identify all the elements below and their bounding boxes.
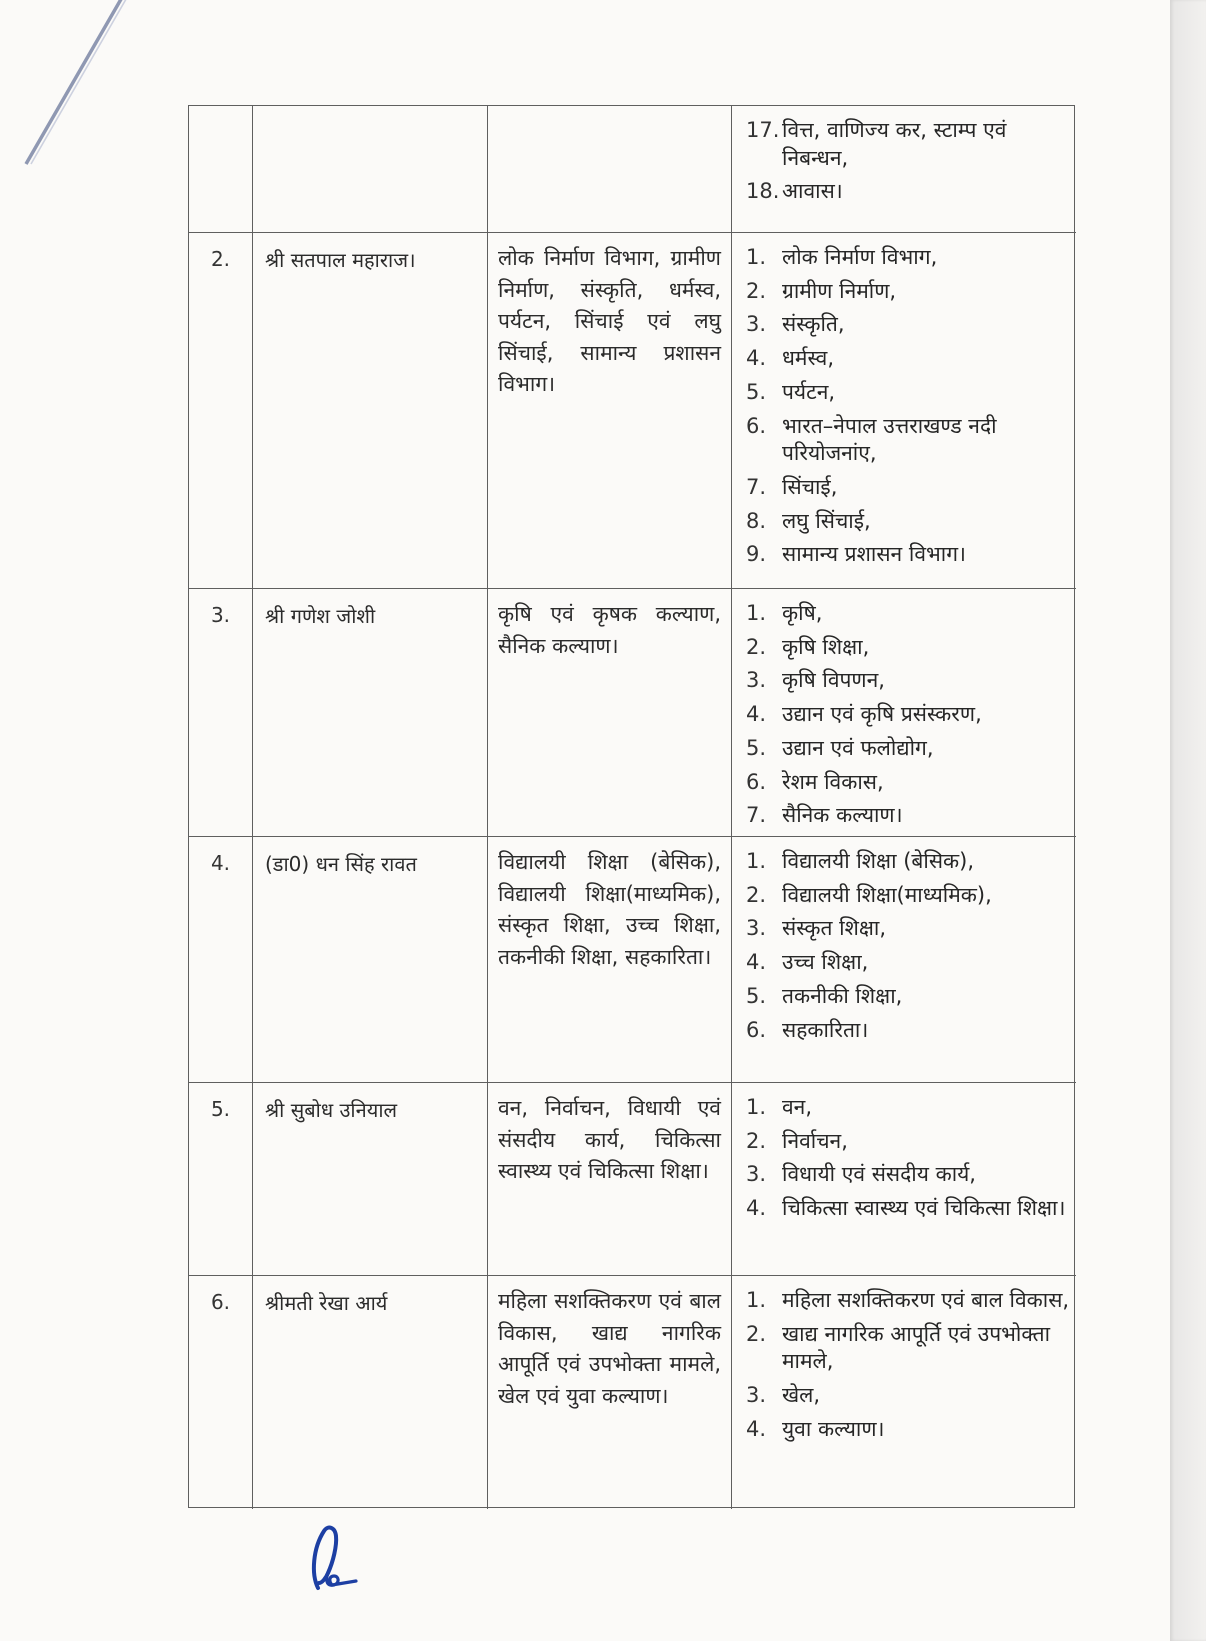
item-number: 1. bbox=[746, 1095, 767, 1119]
item-text: महिला सशक्तिकरण एवं बाल विकास, bbox=[782, 1288, 1070, 1312]
item-text: सिंचाई, bbox=[782, 475, 838, 500]
item-text: विद्यालयी शिक्षा (बेसिक), bbox=[782, 849, 975, 873]
list-item bbox=[746, 802, 1072, 830]
item-text: खेल, bbox=[782, 1383, 821, 1408]
item-number: 6. bbox=[746, 413, 767, 438]
item-number: 2. bbox=[746, 634, 767, 659]
item-text: भारत–नेपाल उत्तराखण्ड नदी परियोजनांए, bbox=[782, 413, 997, 466]
list-item bbox=[746, 882, 1072, 910]
item-number: 5. bbox=[746, 379, 767, 404]
list-item bbox=[746, 178, 1072, 206]
item-number: 4. bbox=[746, 346, 767, 371]
serial-cell bbox=[189, 106, 253, 233]
departments-summary-cell: विद्यालयी शिक्षा (बेसिक), विद्यालयी शिक्षा(माध्यमिक), संस्कृत शिक्षा, उच्च शिक्षा, तकनीकी शिक्षा, सहकारिता। bbox=[488, 837, 732, 1083]
item-number: 3. bbox=[746, 1383, 767, 1408]
serial-cell: 6. bbox=[189, 1276, 253, 1509]
item-text: तकनीकी शिक्षा, bbox=[782, 983, 903, 1008]
item-text: विद्यालयी शिक्षा(माध्यमिक), bbox=[782, 882, 992, 907]
item-number: 3. bbox=[746, 916, 767, 941]
list-item bbox=[746, 413, 1072, 468]
departments-summary-cell: महिला सशक्तिकरण एवं बाल विकास, खाद्य नागरिक आपूर्ति एवं उपभोक्ता मामले, खेल एवं युवा कल्याण। bbox=[488, 1276, 732, 1509]
item-number: 3. bbox=[746, 312, 767, 337]
item-text: आवास। bbox=[782, 179, 843, 204]
item-number: 4. bbox=[746, 950, 767, 975]
item-number: 5. bbox=[746, 735, 767, 760]
item-number: 3. bbox=[746, 1162, 767, 1187]
minister-name-cell: श्री सुबोध उनियाल bbox=[253, 1083, 488, 1276]
list-item bbox=[746, 1195, 1072, 1223]
department-list-cell bbox=[732, 1083, 1076, 1276]
item-number: 9. bbox=[746, 542, 767, 567]
departments-summary-cell bbox=[488, 106, 732, 233]
item-text: लघु सिंचाई, bbox=[782, 508, 871, 533]
list-item bbox=[746, 735, 1072, 763]
departments-summary-cell: लोक निर्माण विभाग, ग्रामीण निर्माण, संस्कृति, धर्मस्व, पर्यटन, सिंचाई एवं लघु सिंचाई, सामान्य प्रशासन विभाग। bbox=[488, 233, 732, 589]
item-text: युवा कल्याण। bbox=[782, 1416, 885, 1441]
list-item bbox=[746, 634, 1072, 662]
item-text: निर्वाचन, bbox=[782, 1128, 848, 1153]
item-number: 4. bbox=[746, 1196, 767, 1221]
item-text: सैनिक कल्याण। bbox=[782, 803, 903, 828]
item-text: संस्कृत शिक्षा, bbox=[782, 916, 887, 941]
list-item bbox=[746, 769, 1072, 797]
item-number: 3. bbox=[746, 668, 767, 693]
list-item bbox=[746, 1017, 1072, 1045]
item-text: लोक निर्माण विभाग, bbox=[782, 245, 938, 269]
department-list-cell bbox=[732, 106, 1076, 233]
item-text: खाद्य नागरिक आपूर्ति एवं उपभोक्ता मामले, bbox=[782, 1321, 1051, 1374]
item-number: 2. bbox=[746, 1321, 767, 1346]
list-item bbox=[746, 1382, 1072, 1410]
list-item bbox=[746, 1094, 1072, 1122]
scan-edge-shadow bbox=[1170, 0, 1206, 1641]
item-number: 6. bbox=[746, 1017, 767, 1042]
list-item bbox=[746, 1287, 1072, 1315]
item-number: 1. bbox=[746, 245, 767, 269]
item-number: 4. bbox=[746, 702, 767, 727]
serial-cell: 2. bbox=[189, 233, 253, 589]
item-number: 17. bbox=[746, 118, 780, 142]
list-item bbox=[746, 1321, 1072, 1376]
list-item bbox=[746, 117, 1072, 172]
item-text: कृषि विपणन, bbox=[782, 668, 885, 693]
serial-cell: 3. bbox=[189, 589, 253, 837]
list-item bbox=[746, 949, 1072, 977]
item-text: उद्यान एवं कृषि प्रसंस्करण, bbox=[782, 702, 982, 727]
item-text: उच्च शिक्षा, bbox=[782, 950, 869, 975]
ministers-portfolio-table bbox=[188, 105, 1075, 1508]
list-item bbox=[746, 1128, 1072, 1156]
item-number: 2. bbox=[746, 278, 767, 303]
list-item bbox=[746, 701, 1072, 729]
item-text: ग्रामीण निर्माण, bbox=[782, 278, 897, 303]
serial-cell: 5. bbox=[189, 1083, 253, 1276]
list-item bbox=[746, 379, 1072, 407]
page-fold-line bbox=[0, 0, 150, 175]
item-number: 7. bbox=[746, 475, 767, 500]
item-number: 1. bbox=[746, 849, 767, 873]
list-item bbox=[746, 848, 1072, 876]
item-text: चिकित्सा स्वास्थ्य एवं चिकित्सा शिक्षा। bbox=[782, 1196, 1066, 1221]
department-list-cell bbox=[732, 589, 1076, 837]
item-number: 1. bbox=[746, 1288, 767, 1312]
item-text: पर्यटन, bbox=[782, 379, 836, 404]
item-text: उद्यान एवं फलोद्योग, bbox=[782, 735, 934, 760]
minister-name-cell bbox=[253, 106, 488, 233]
list-item bbox=[746, 474, 1072, 502]
item-text: संस्कृति, bbox=[782, 312, 845, 337]
minister-name-cell: (डा0) धन सिंह रावत bbox=[253, 837, 488, 1083]
item-text: सहकारिता। bbox=[782, 1017, 869, 1042]
departments-summary-cell: कृषि एवं कृषक कल्याण, सैनिक कल्याण। bbox=[488, 589, 732, 837]
list-item bbox=[746, 915, 1072, 943]
item-text: सामान्य प्रशासन विभाग। bbox=[782, 542, 966, 567]
list-item bbox=[746, 278, 1072, 306]
item-text: धर्मस्व, bbox=[782, 346, 834, 371]
minister-name-cell: श्री सतपाल महाराज। bbox=[253, 233, 488, 589]
list-item bbox=[746, 345, 1072, 373]
list-item bbox=[746, 244, 1072, 272]
item-number: 2. bbox=[746, 1128, 767, 1153]
item-text: कृषि, bbox=[782, 601, 823, 625]
signature-mark bbox=[298, 1518, 370, 1596]
list-item bbox=[746, 541, 1072, 569]
item-number: 18. bbox=[746, 179, 780, 204]
item-number: 1. bbox=[746, 601, 767, 625]
minister-name-cell: श्री गणेश जोशी bbox=[253, 589, 488, 837]
item-number: 4. bbox=[746, 1416, 767, 1441]
list-item bbox=[746, 600, 1072, 628]
item-text: विधायी एवं संसदीय कार्य, bbox=[782, 1162, 976, 1187]
item-number: 6. bbox=[746, 769, 767, 794]
item-number: 7. bbox=[746, 803, 767, 828]
list-item bbox=[746, 311, 1072, 339]
department-list-cell bbox=[732, 233, 1076, 589]
department-list-cell bbox=[732, 837, 1076, 1083]
item-text: कृषि शिक्षा, bbox=[782, 634, 870, 659]
item-number: 8. bbox=[746, 508, 767, 533]
item-number: 2. bbox=[746, 882, 767, 907]
list-item bbox=[746, 667, 1072, 695]
list-item bbox=[746, 1416, 1072, 1444]
list-item bbox=[746, 508, 1072, 536]
department-list-cell bbox=[732, 1276, 1076, 1509]
item-text: वित्त, वाणिज्य कर, स्टाम्प एवं निबन्धन, bbox=[782, 118, 1007, 170]
minister-name-cell: श्रीमती रेखा आर्य bbox=[253, 1276, 488, 1509]
list-item bbox=[746, 983, 1072, 1011]
item-text: वन, bbox=[782, 1095, 813, 1119]
list-item bbox=[746, 1161, 1072, 1189]
item-text: रेशम विकास, bbox=[782, 769, 884, 794]
serial-cell: 4. bbox=[189, 837, 253, 1083]
departments-summary-cell: वन, निर्वाचन, विधायी एवं संसदीय कार्य, चिकित्सा स्वास्थ्य एवं चिकित्सा शिक्षा। bbox=[488, 1083, 732, 1276]
item-number: 5. bbox=[746, 983, 767, 1008]
